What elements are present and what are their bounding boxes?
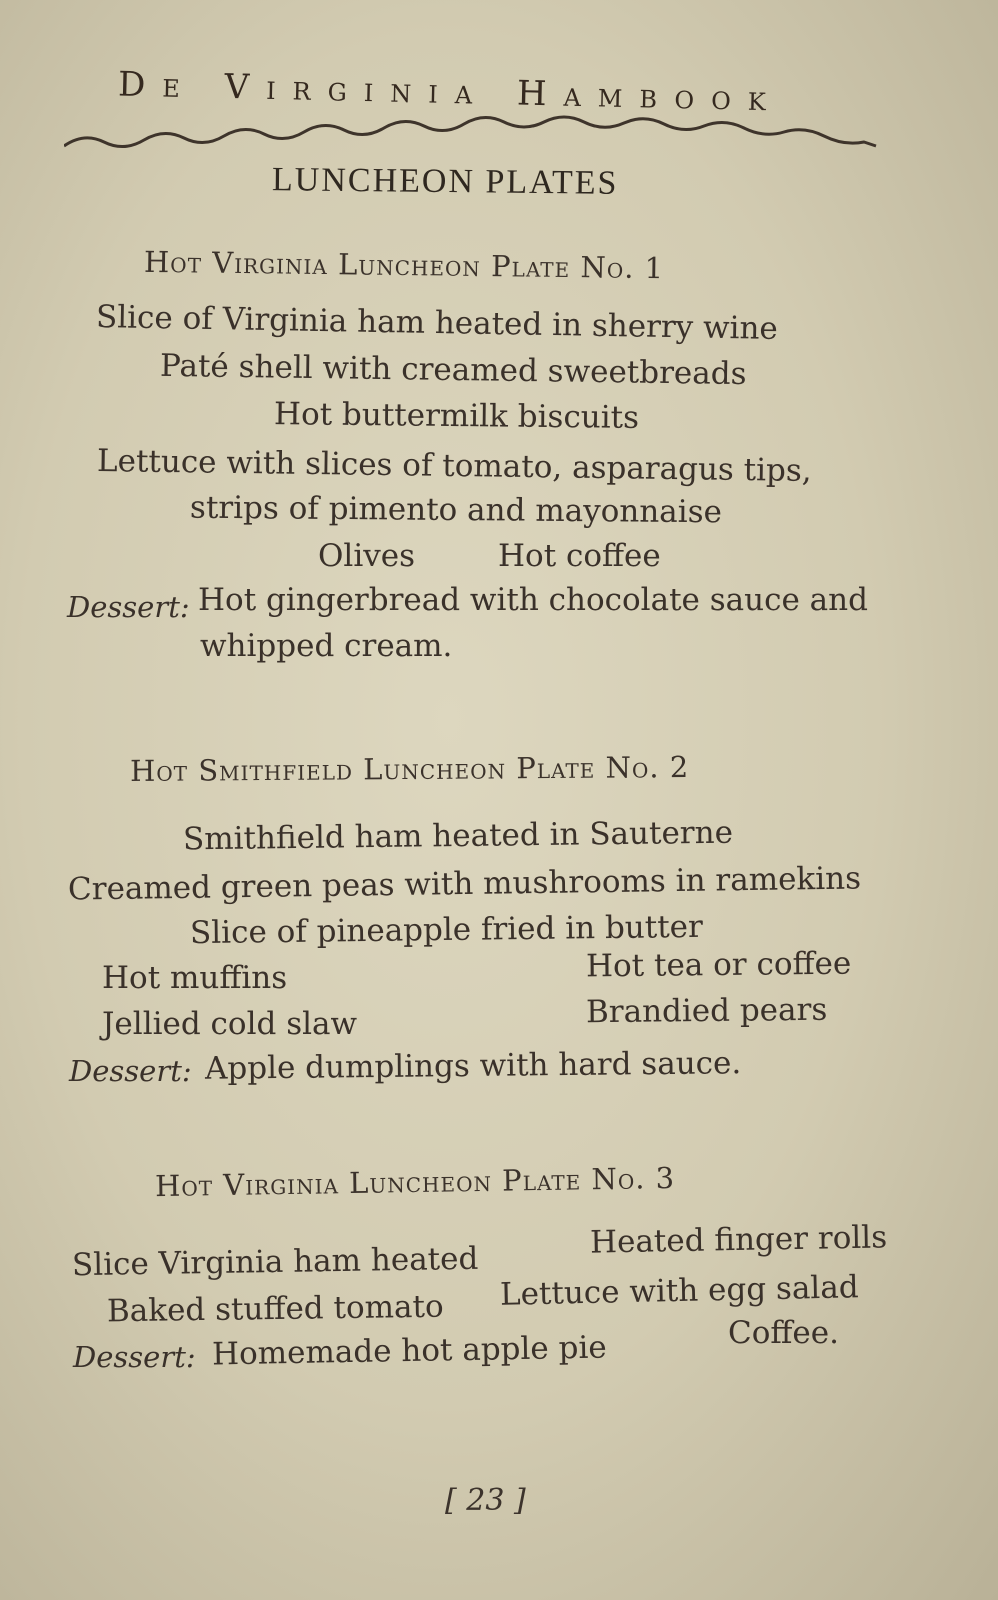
plate-2-title: Hot Smithfield Luncheon Plate No. 2	[129, 750, 690, 788]
plate-2-line: Brandied pears	[585, 991, 828, 1031]
plate-1-line: strips of pimento and mayonnaise	[189, 489, 723, 531]
plate-1-line: Hot buttermilk biscuits	[273, 396, 640, 436]
plate-1-line: Slice of Virginia ham heated in sherry wine	[95, 299, 779, 347]
plate-2-line: Jellied cold slaw	[102, 1006, 358, 1042]
plate-1-dessert: Hot gingerbread with chocolate sauce and	[198, 582, 868, 618]
plate-3-line: Coffee.	[728, 1315, 839, 1351]
running-head: De Virginia Hambook	[117, 64, 784, 120]
plate-2-line: Creamed green peas with mushrooms in ramekins	[67, 860, 862, 908]
plate-3-line: Baked stuffed tomato	[106, 1288, 444, 1330]
plate-3-line: Lettuce with egg salad	[499, 1269, 859, 1313]
page-title: LUNCHEON PLATES	[271, 161, 619, 202]
dessert-label: Dessert:	[67, 590, 190, 624]
plate-2-line: Smithfield ham heated in Sauterne	[182, 814, 734, 858]
plate-1-dessert-continued: whipped cream.	[200, 628, 453, 664]
plate-1-line: Olives	[318, 538, 416, 574]
plate-3-line: Heated finger rolls	[589, 1219, 888, 1261]
decorative-wave-rule	[64, 110, 880, 156]
plate-2-line: Hot tea or coffee	[585, 945, 852, 985]
plate-3-title: Hot Virginia Luncheon Plate No. 3	[154, 1160, 676, 1204]
dessert-label: Dessert:	[73, 1340, 196, 1374]
plate-1-line: Paté shell with creamed sweetbreads	[159, 347, 747, 393]
plate-2-line: Slice of pineapple fried in butter	[189, 908, 704, 952]
plate-2-line: Hot muffins	[102, 960, 288, 996]
plate-1-line: Lettuce with slices of tomato, asparagus tips,	[96, 443, 812, 489]
plate-2-dessert: Apple dumplings with hard sauce.	[204, 1045, 742, 1087]
plate-1-title: Hot Virginia Luncheon Plate No. 1	[143, 244, 665, 286]
plate-1-line: Hot coffee	[498, 538, 661, 574]
plate-3-line: Slice Virginia ham heated	[71, 1240, 479, 1284]
plate-3-dessert: Homemade hot apple pie	[211, 1329, 607, 1373]
dessert-label: Dessert:	[69, 1054, 192, 1088]
page-number: [ 23 ]	[445, 1483, 526, 1518]
